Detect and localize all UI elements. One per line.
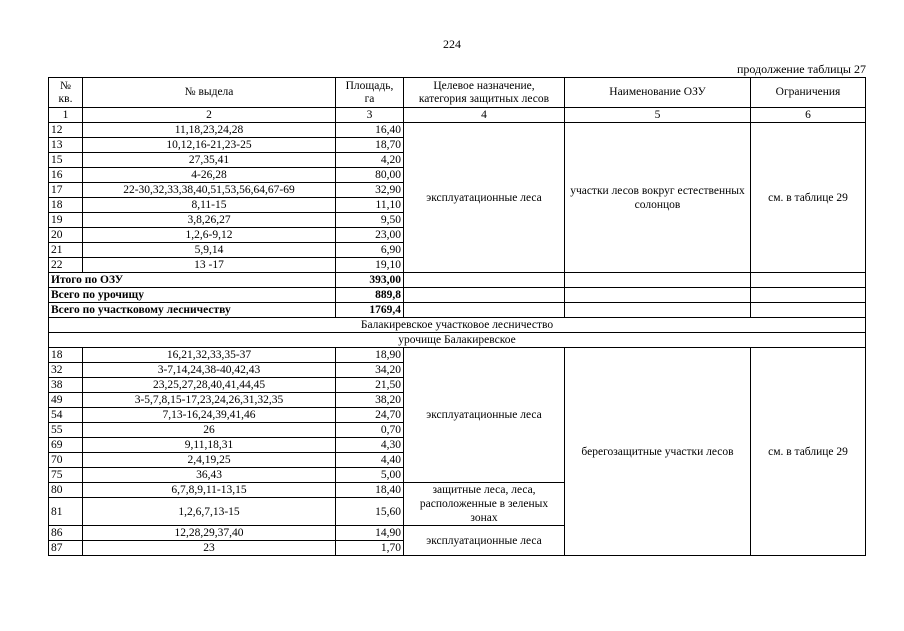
kv-cell: 69 <box>49 438 83 453</box>
area-cell: 4,40 <box>336 453 404 468</box>
kv-cell: 13 <box>49 138 83 153</box>
purpose-cell: эксплуатационные леса <box>404 526 565 556</box>
section-title: Балакиревское участковое лесничество <box>49 318 866 333</box>
area-cell: 1,70 <box>336 541 404 556</box>
area-cell: 18,70 <box>336 138 404 153</box>
vydel-cell: 7,13-16,24,39,41,46 <box>83 408 336 423</box>
header-area-text: Площадь, га <box>345 79 394 105</box>
forest-table <box>48 77 866 556</box>
empty-cell <box>404 288 565 303</box>
vydel-cell: 1,2,6,7,13-15 <box>83 498 336 526</box>
col-number: 3 <box>336 108 404 123</box>
area-cell: 18,90 <box>336 348 404 363</box>
vydel-cell: 2,4,19,25 <box>83 453 336 468</box>
total-row <box>49 303 866 318</box>
vydel-cell: 1,2,6-9,12 <box>83 228 336 243</box>
area-cell: 24,70 <box>336 408 404 423</box>
area-cell: 16,40 <box>336 123 404 138</box>
purpose-cell: защитные леса, леса, расположенные в зеленых зонах <box>404 483 565 526</box>
vydel-cell: 13 -17 <box>83 258 336 273</box>
area-cell: 0,70 <box>336 423 404 438</box>
table-row <box>49 348 866 363</box>
ozu-cell: участки лесов вокруг естественных солонцов <box>565 123 751 273</box>
kv-cell: 54 <box>49 408 83 423</box>
kv-cell: 38 <box>49 378 83 393</box>
ozu-cell: берегозащитные участки лесов <box>565 348 751 556</box>
restrictions-cell: см. в таблице 29 <box>751 348 866 556</box>
kv-cell: 32 <box>49 363 83 378</box>
subsection-title: урочище Балакиревское <box>49 333 866 348</box>
purpose-cell: эксплуатационные леса <box>404 123 565 273</box>
kv-cell: 17 <box>49 183 83 198</box>
total-value: 889,8 <box>336 288 404 303</box>
area-cell: 21,50 <box>336 378 404 393</box>
total-value: 393,00 <box>336 273 404 288</box>
vydel-cell: 26 <box>83 423 336 438</box>
kv-cell: 75 <box>49 468 83 483</box>
column-number-row <box>49 108 866 123</box>
area-cell: 9,50 <box>336 213 404 228</box>
area-cell: 4,30 <box>336 438 404 453</box>
vydel-cell: 3-5,7,8,15-17,23,24,26,31,32,35 <box>83 393 336 408</box>
area-cell: 80,00 <box>336 168 404 183</box>
total-label: Итого по ОЗУ <box>49 273 336 288</box>
header-restrictions: Ограничения <box>751 78 866 108</box>
kv-cell: 80 <box>49 483 83 498</box>
empty-cell <box>404 303 565 318</box>
header-area <box>336 78 404 108</box>
vydel-cell: 3-7,14,24,38-40,42,43 <box>83 363 336 378</box>
kv-cell: 12 <box>49 123 83 138</box>
purpose-cell: эксплуатационные леса <box>404 348 565 483</box>
kv-cell: 18 <box>49 198 83 213</box>
area-cell: 14,90 <box>336 526 404 541</box>
subsection-row <box>49 333 866 348</box>
vydel-cell: 22-30,32,33,38,40,51,53,56,64,67-69 <box>83 183 336 198</box>
header-kv-text: № кв. <box>58 79 73 105</box>
vydel-cell: 4-26,28 <box>83 168 336 183</box>
vydel-cell: 27,35,41 <box>83 153 336 168</box>
kv-cell: 15 <box>49 153 83 168</box>
area-cell: 18,40 <box>336 483 404 498</box>
empty-cell <box>565 303 751 318</box>
header-vydel: № выдела <box>83 78 336 108</box>
vydel-cell: 23 <box>83 541 336 556</box>
area-cell: 23,00 <box>336 228 404 243</box>
kv-cell: 81 <box>49 498 83 526</box>
empty-cell <box>751 303 866 318</box>
header-row <box>49 78 866 108</box>
kv-cell: 22 <box>49 258 83 273</box>
area-cell: 11,10 <box>336 198 404 213</box>
total-value: 1769,4 <box>336 303 404 318</box>
header-purpose <box>404 78 565 108</box>
vydel-cell: 9,11,18,31 <box>83 438 336 453</box>
kv-cell: 87 <box>49 541 83 556</box>
kv-cell: 86 <box>49 526 83 541</box>
area-cell: 5,00 <box>336 468 404 483</box>
kv-cell: 49 <box>49 393 83 408</box>
col-number: 1 <box>49 108 83 123</box>
area-cell: 32,90 <box>336 183 404 198</box>
total-row <box>49 273 866 288</box>
vydel-cell: 5,9,14 <box>83 243 336 258</box>
kv-cell: 19 <box>49 213 83 228</box>
header-ozu: Наименование ОЗУ <box>565 78 751 108</box>
col-number: 6 <box>751 108 866 123</box>
empty-cell <box>565 273 751 288</box>
vydel-cell: 3,8,26,27 <box>83 213 336 228</box>
area-cell: 6,90 <box>336 243 404 258</box>
header-kv <box>49 78 83 108</box>
col-number: 5 <box>565 108 751 123</box>
header-purpose-text: Целевое назначение, категория защитных лесов <box>418 79 550 105</box>
vydel-cell: 11,18,23,24,28 <box>83 123 336 138</box>
total-label: Всего по урочищу <box>49 288 336 303</box>
vydel-cell: 36,43 <box>83 468 336 483</box>
empty-cell <box>751 288 866 303</box>
vydel-cell: 10,12,16-21,23-25 <box>83 138 336 153</box>
kv-cell: 21 <box>49 243 83 258</box>
empty-cell <box>751 273 866 288</box>
total-row <box>49 288 866 303</box>
vydel-cell: 16,21,32,33,35-37 <box>83 348 336 363</box>
empty-cell <box>565 288 751 303</box>
vydel-cell: 8,11-15 <box>83 198 336 213</box>
page-number: 224 <box>443 37 461 51</box>
table-row <box>49 123 866 138</box>
area-cell: 15,60 <box>336 498 404 526</box>
area-cell: 34,20 <box>336 363 404 378</box>
total-label: Всего по участковому лесничеству <box>49 303 336 318</box>
vydel-cell: 6,7,8,9,11-13,15 <box>83 483 336 498</box>
table-continuation-note: продолжение таблицы 27 <box>736 62 866 76</box>
kv-cell: 55 <box>49 423 83 438</box>
col-number: 4 <box>404 108 565 123</box>
restrictions-cell: см. в таблице 29 <box>751 123 866 273</box>
area-cell: 4,20 <box>336 153 404 168</box>
col-number: 2 <box>83 108 336 123</box>
kv-cell: 16 <box>49 168 83 183</box>
kv-cell: 70 <box>49 453 83 468</box>
kv-cell: 18 <box>49 348 83 363</box>
empty-cell <box>404 273 565 288</box>
vydel-cell: 12,28,29,37,40 <box>83 526 336 541</box>
kv-cell: 20 <box>49 228 83 243</box>
vydel-cell: 23,25,27,28,40,41,44,45 <box>83 378 336 393</box>
area-cell: 38,20 <box>336 393 404 408</box>
section-row <box>49 318 866 333</box>
area-cell: 19,10 <box>336 258 404 273</box>
